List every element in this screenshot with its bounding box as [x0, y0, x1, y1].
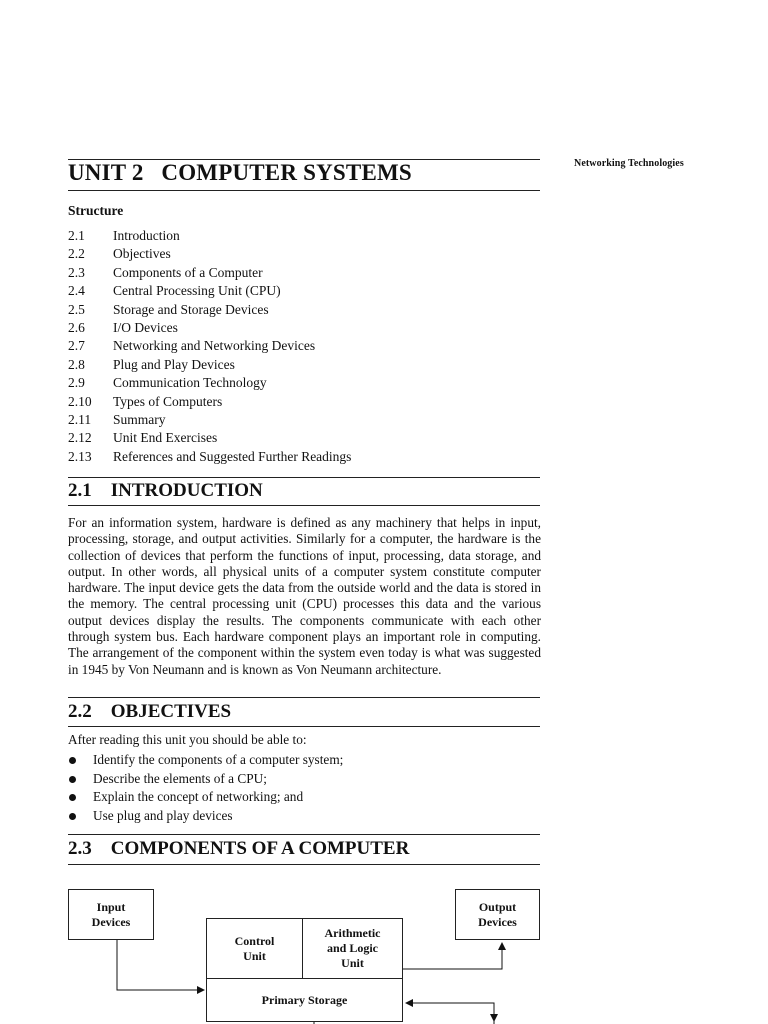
structure-item-label: Unit End Exercises	[113, 430, 218, 446]
structure-item-number: 2.12	[68, 430, 92, 446]
objectives-intro: After reading this unit you should be able to:	[68, 732, 307, 747]
objective-item	[68, 751, 343, 770]
components-heading: 2.3 COMPONENTS OF A COMPUTER	[68, 838, 410, 859]
objectives-heading: 2.2 OBJECTIVES	[68, 701, 232, 722]
structure-item-label: Introduction	[113, 228, 180, 243]
structure-item-number: 2.9	[68, 375, 85, 391]
objective-text: Use plug and play devices	[93, 807, 233, 823]
objectives-bottom-rule	[68, 726, 540, 727]
structure-item	[68, 393, 351, 411]
bullet-icon	[69, 794, 76, 801]
bullet-icon	[69, 757, 76, 764]
structure-item-label: Plug and Play Devices	[113, 356, 235, 372]
structure-item-label: Communication Technology	[113, 375, 267, 391]
unit-title: UNIT 2 COMPUTER SYSTEMS	[68, 160, 412, 185]
structure-label: Structure	[68, 203, 124, 218]
running-header: Networking Technologies	[574, 158, 684, 169]
structure-item	[68, 227, 351, 245]
introduction-paragraph: For an information system, hardware is defined as any machinery that helps in input, processing, storage, and output activities. Similarly for a computer, the hardware is the collection of devices that perform the functions of input, processing, data storage, and output. In other words, all physical units of a computer system constitute computer hardware. The input device gets the data from the outside world and the data is stored in the memory. The central processing unit (CPU) processes this data and the various output devices display the results. The components communicate with each other through system bus. Each hardware component plays an important role in computing. The arrangement of the component within the system even today is what was suggested in 1945 by Von Neumann and is known as Von Neumann architecture.	[68, 515, 541, 677]
introduction-heading: 2.1 INTRODUCTION	[68, 480, 263, 501]
control-unit-box: Control Unit	[206, 918, 303, 979]
alu-to-output-arrow	[403, 943, 502, 969]
intro-bottom-rule	[68, 505, 540, 506]
objective-item	[68, 788, 343, 807]
components-bottom-rule	[68, 864, 540, 865]
storage-return-arrow	[406, 1003, 494, 1024]
title-bottom-rule	[68, 190, 540, 191]
objective-text: Describe the elements of a CPU;	[93, 770, 267, 786]
structure-list	[68, 227, 351, 466]
structure-item	[68, 411, 351, 429]
structure-item	[68, 319, 351, 337]
structure-item-label: Objectives	[113, 246, 171, 262]
structure-item	[68, 429, 351, 447]
structure-item-label: Summary	[113, 411, 166, 427]
structure-item-number: 2.11	[68, 411, 92, 427]
objectives-list	[68, 751, 343, 825]
objective-text: Explain the concept of networking; and	[93, 789, 304, 804]
intro-top-rule	[68, 477, 540, 478]
structure-item-label: Components of a Computer	[113, 264, 263, 280]
structure-item	[68, 301, 351, 319]
structure-item-label: Networking and Networking Devices	[113, 338, 316, 354]
components-top-rule	[68, 834, 540, 835]
structure-item-number: 2.10	[68, 393, 92, 409]
output-devices-box: Output Devices	[455, 889, 540, 940]
structure-item-number: 2.7	[68, 338, 85, 354]
structure-item-number: 2.2	[68, 246, 85, 262]
structure-item	[68, 337, 351, 355]
structure-item-label: Storage and Storage Devices	[113, 301, 269, 317]
structure-item	[68, 282, 351, 300]
structure-item	[68, 245, 351, 263]
structure-item-number: 2.1	[68, 228, 85, 243]
structure-item	[68, 264, 351, 282]
structure-item-number: 2.8	[68, 356, 85, 372]
structure-item	[68, 356, 351, 374]
objectives-top-rule	[68, 697, 540, 698]
objective-item	[68, 770, 343, 789]
input-to-storage-arrow	[117, 940, 204, 990]
structure-item-number: 2.4	[68, 283, 85, 299]
alu-box: Arithmetic and Logic Unit	[302, 918, 403, 979]
input-devices-box: Input Devices	[68, 889, 154, 940]
objective-item	[68, 807, 343, 826]
structure-item-number: 2.6	[68, 319, 85, 335]
structure-item-number: 2.13	[68, 448, 92, 464]
structure-item-number: 2.5	[68, 301, 85, 317]
objective-text: Identify the components of a computer system;	[93, 752, 344, 767]
structure-item-label: Types of Computers	[113, 393, 223, 409]
structure-item-label: Central Processing Unit (CPU)	[113, 283, 281, 299]
bullet-icon	[69, 813, 76, 820]
structure-item-number: 2.3	[68, 264, 85, 280]
structure-item-label: References and Suggested Further Readings	[113, 448, 352, 464]
primary-storage-box: Primary Storage	[206, 978, 403, 1022]
structure-item	[68, 374, 351, 392]
structure-item-label: I/O Devices	[113, 319, 178, 335]
structure-item	[68, 448, 351, 466]
bullet-icon	[69, 776, 76, 783]
